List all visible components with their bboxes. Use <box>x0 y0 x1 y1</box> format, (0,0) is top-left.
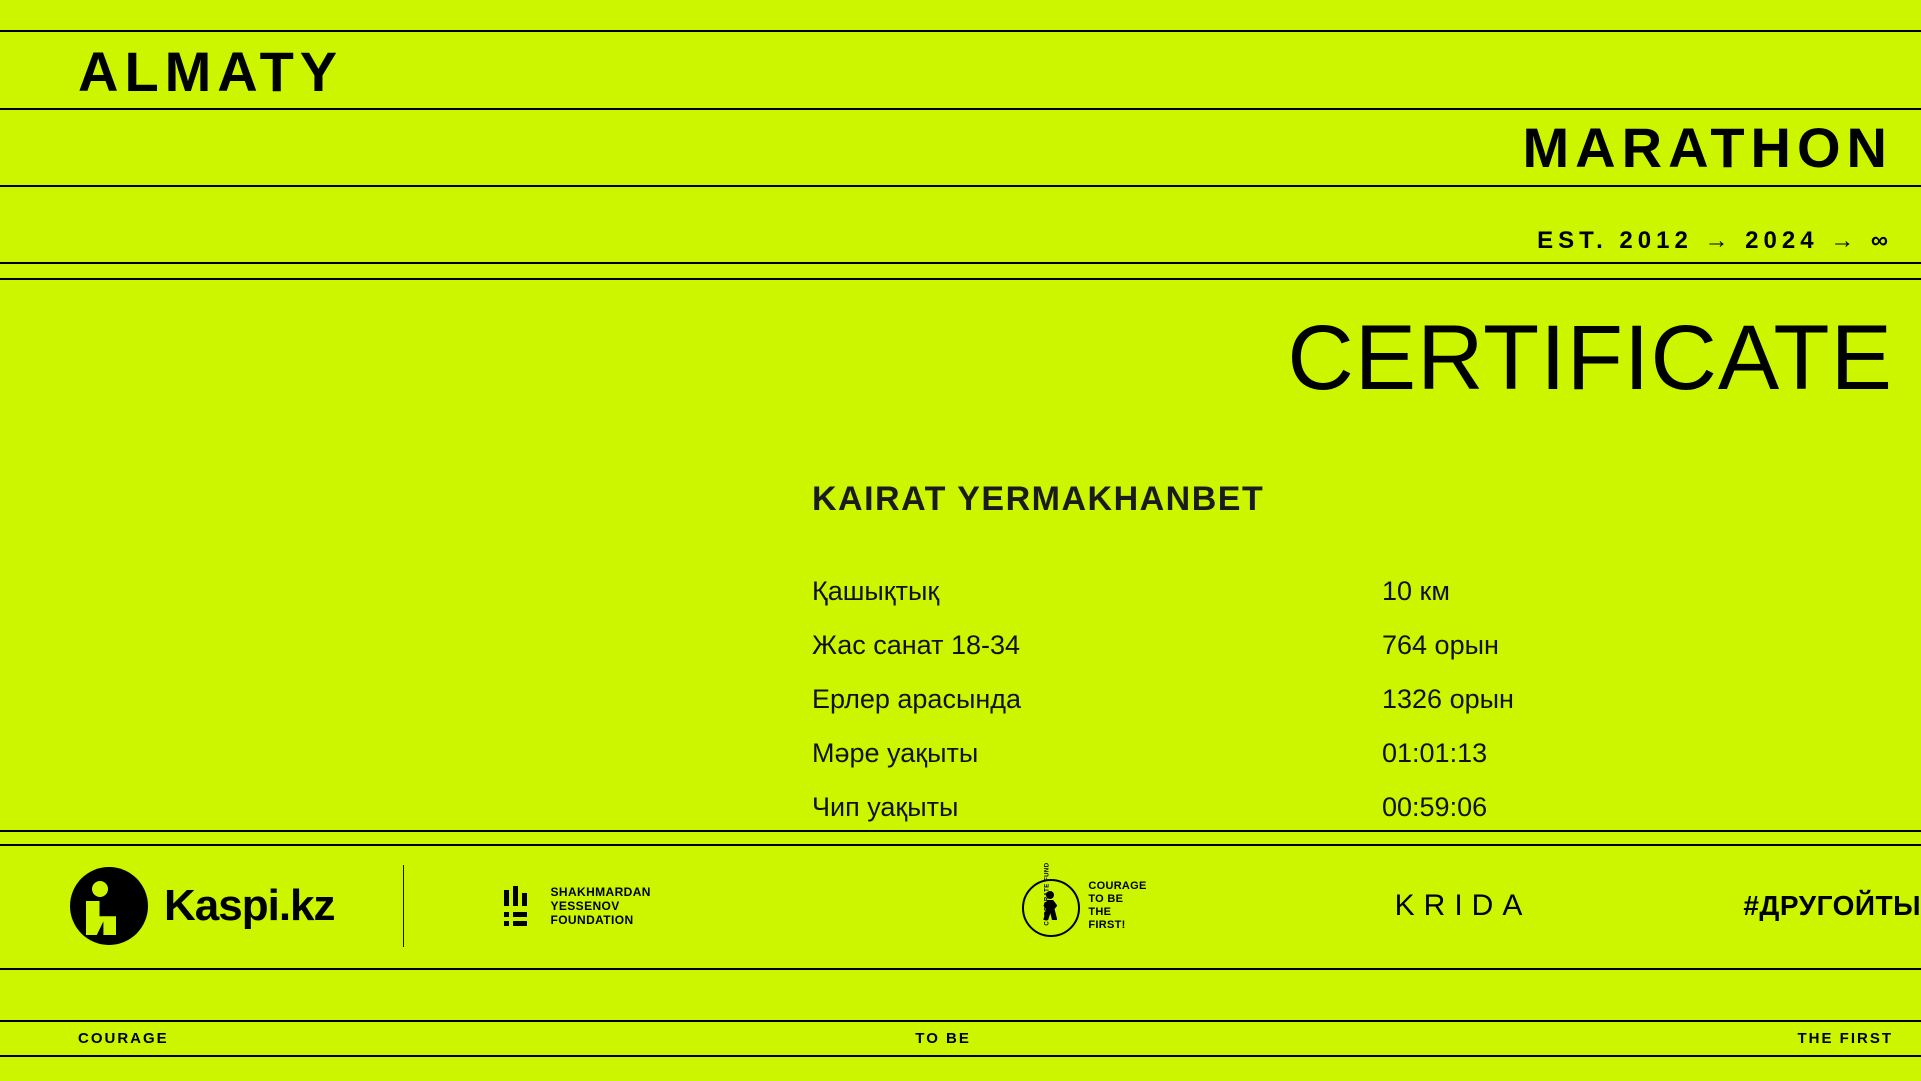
tagline-center: TO BE <box>915 1030 971 1047</box>
corporate-line-3: THE FIRST! <box>1088 906 1126 931</box>
table-row <box>812 629 1892 661</box>
brand-wordmark-almaty: ALMATY <box>78 40 344 103</box>
corporate-line-2: TO BE <box>1088 893 1124 905</box>
yessenov-logo-icon <box>504 886 538 926</box>
result-label: Ерлер арасында <box>812 684 1022 714</box>
sponsor-strip <box>0 844 1921 968</box>
table-row <box>812 791 1892 823</box>
table-row <box>812 683 1892 715</box>
results-table <box>812 575 1892 845</box>
rule-line-1 <box>0 30 1921 32</box>
page-title: CERTIFICATE <box>1287 307 1893 409</box>
result-value: 01:01:13 <box>1382 738 1488 768</box>
tagline-left: COURAGE <box>78 1030 169 1047</box>
result-label: Қашықтық <box>812 576 940 606</box>
yessenov-line-1: SHAKHMARDAN YESSENOV <box>550 885 651 913</box>
sponsor-corporate-fund <box>1018 875 1148 937</box>
rule-line-5 <box>0 278 1921 280</box>
yessenov-line-2: FOUNDATION <box>550 913 634 927</box>
table-row <box>812 575 1892 607</box>
yessenov-wordmark <box>550 885 718 927</box>
kaspi-logo-icon <box>70 867 148 945</box>
corporate-line-1: COURAGE <box>1088 880 1147 892</box>
kaspi-wordmark: Kaspi.kz <box>164 881 335 930</box>
rule-line-4 <box>0 262 1921 264</box>
rule-line-2 <box>0 108 1921 110</box>
rule-line-10 <box>0 1055 1921 1057</box>
table-row <box>812 737 1892 769</box>
result-label: Жас санат 18-34 <box>812 630 1021 660</box>
result-label: Мәре уақыты <box>812 738 979 768</box>
sponsor-yessenov <box>504 885 718 927</box>
sponsor-krida: KRIDA <box>1394 889 1532 922</box>
tagline-right: THE FIRST <box>1797 1030 1893 1047</box>
corporate-fund-logo-icon <box>1018 875 1080 937</box>
footer-tagline <box>0 1022 1921 1055</box>
result-value: 10 км <box>1382 576 1450 606</box>
result-value: 764 орын <box>1382 630 1499 660</box>
brand-wordmark-marathon: MARATHON <box>1522 116 1893 179</box>
brand-established: EST. 2012 → 2024 → ∞ <box>1537 227 1893 254</box>
sponsor-divider <box>403 865 405 947</box>
rule-line-3 <box>0 185 1921 187</box>
rule-line-8 <box>0 968 1921 970</box>
corporate-fund-wordmark <box>1088 880 1148 932</box>
sponsor-kaspi <box>70 867 335 945</box>
result-label: Чип уақыты <box>812 792 959 822</box>
result-value: 1326 орын <box>1382 684 1514 714</box>
athlete-name: KAIRAT YERMAKHANBET <box>812 480 1265 518</box>
result-value: 00:59:06 <box>1382 792 1488 822</box>
sponsor-hashtag: #ДРУГОЙТЫ <box>1743 890 1921 921</box>
